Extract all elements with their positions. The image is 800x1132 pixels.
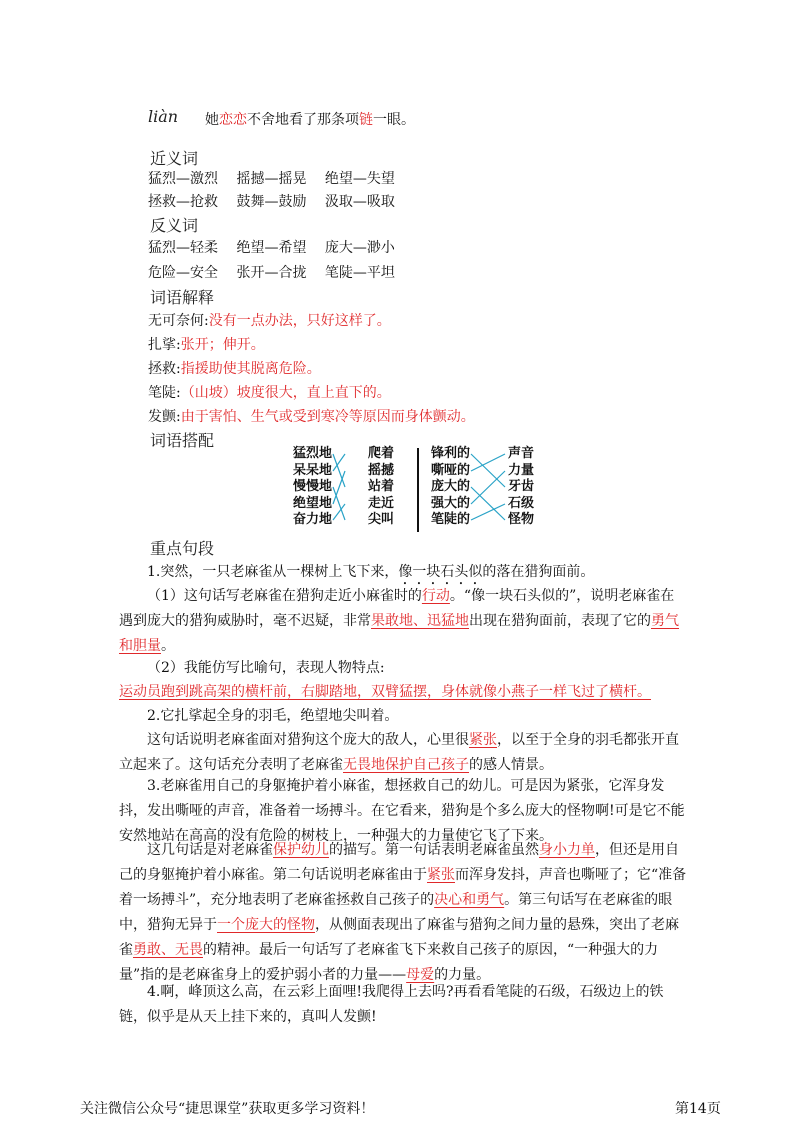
collocation-word: 爬着: [368, 446, 395, 461]
answer-fill: 紧张: [469, 732, 497, 748]
definition-text: 张开；伸开。: [180, 337, 265, 353]
definition-text: 指援助使其脱离危险。: [180, 361, 321, 377]
text-run: 1.突然，一只老麻雀从一棵树上飞下来，: [147, 564, 399, 580]
emphasized-phrase: 像一块石头似: [398, 564, 483, 580]
definition-term: 发颤:: [148, 409, 181, 425]
key-sentences-title: 重点句段: [150, 539, 215, 558]
footer-promo: 关注微信公众号“捷思课堂”获取更多学习资料！: [80, 1101, 375, 1117]
definition-text: 没有一点办法，只好这样了。: [208, 313, 391, 329]
collocation-word: 慢慢地: [293, 479, 333, 494]
collocation-word: 牙齿: [508, 479, 535, 494]
sentence-part: 一眼。: [373, 112, 415, 128]
collocation-word: 奋力地: [293, 512, 333, 527]
definition-item: [148, 406, 475, 426]
synonyms-title: 近义词: [150, 149, 199, 168]
answer-fill: 保护幼儿: [273, 842, 329, 858]
word-pair: 笔陡—平坦: [324, 265, 395, 281]
collocation-column-left-a: [293, 446, 332, 529]
collocation-word: 呆呆地: [293, 462, 333, 478]
synonym-row: [148, 191, 395, 211]
definition-item: [148, 310, 391, 330]
collocation-word: 摇撼: [368, 462, 395, 478]
definition-item: [148, 334, 265, 354]
collocation-divider: [417, 448, 419, 532]
definition-text: （山坡）坡度很大，直上直下的。: [180, 385, 391, 401]
answer-fill: 一个庞大的怪物: [217, 917, 315, 933]
text-run: ，从侧面表现出了麻雀与猎狗之间力量的悬殊，突出了老麻雀: [119, 917, 679, 958]
definition-term: 扎挲:: [148, 337, 181, 353]
answer-fill: 无畏地保护自己孩子: [343, 757, 469, 773]
word-pair: 鼓舞—鼓励: [236, 194, 307, 210]
text-run: 的落在猎狗面前。: [482, 564, 595, 580]
imitation-answer: [119, 680, 687, 705]
word-pair: 绝望—失望: [324, 171, 395, 187]
word-pair: 庞大—渺小: [324, 240, 395, 256]
text-run: 。: [161, 638, 175, 654]
word-pair: 摇撼—摇晃: [236, 171, 307, 187]
example-sentence: [205, 109, 415, 129]
collocation-word: 嘶哑的: [431, 462, 471, 478]
word-pair: 拯救—抢救: [148, 194, 218, 210]
text-run: 。第三句话写在老麻雀的眼中，猎狗无异于: [119, 892, 673, 933]
word-pair: 绝望—希望: [236, 240, 307, 256]
collocation-word: 绝望地: [293, 495, 333, 511]
answer-fill: 紧张: [427, 867, 455, 883]
definition-term: 拯救:: [148, 361, 181, 377]
collocations-title: 词语搭配: [150, 431, 215, 450]
sentence-part: 她: [205, 112, 219, 128]
text-run: 的精神。最后一句话写了老麻雀飞下来救自己孩子的原因，“一种强大的力量”指的是老麻雀身上的爱护弱小者的力量——: [119, 942, 659, 983]
word-pair: 张开—合拢: [236, 265, 307, 281]
collocation-column-right-a: [431, 446, 470, 529]
collocation-word: 力量: [508, 462, 535, 478]
page-number: 第14页: [675, 1101, 721, 1117]
imitation-prompt: （2）我能仿写比喻句，表现人物特点:: [147, 660, 385, 676]
text-run: 的感人情景。: [469, 757, 553, 773]
collocation-word: 怪物: [508, 512, 535, 527]
collocation-word: 猛烈地: [293, 446, 333, 461]
definition-item: [148, 358, 321, 378]
collocation-column-right-b: [508, 446, 534, 529]
definition-text: 由于害怕、生气或受到寒冷等原因而身体颤动。: [180, 409, 475, 425]
text-run: 这几句话是对老麻雀: [147, 842, 273, 858]
answer-fill: 运动员跑到跳高架的横杆前，右脚踏地，双臂猛摆，身体就像小燕子一样飞过了横杆。: [119, 684, 651, 700]
answer-fill: 母爱: [406, 967, 435, 983]
antonyms-title: 反义词: [150, 216, 199, 235]
pinyin: liàn: [148, 107, 179, 126]
word-pair: 汲取—吸取: [324, 194, 395, 210]
answer-fill: 勇气和胆量: [119, 613, 679, 654]
sentence-part: 不舍地看了那条项: [247, 112, 359, 128]
antonym-row: [148, 262, 395, 282]
collocation-diagram: [293, 446, 543, 534]
word-pair: 猛烈—激烈: [148, 171, 218, 187]
word-pair: 猛烈—轻柔: [148, 240, 218, 256]
text-run: 的力量。: [434, 967, 491, 983]
collocation-column-left-b: [368, 446, 394, 529]
text-run: ，以至于全身的羽毛都张开直立起来了。这句话充分表明了老麻雀: [119, 732, 679, 773]
collocation-word: 走近: [368, 495, 395, 511]
text-run: （1）这句话写老麻雀在猎狗走近小麻雀时的: [147, 588, 422, 604]
sentence-1-analysis: [119, 584, 687, 659]
sentence-4: 4.啊，峰顶这么高，在云彩上面哩!我爬得上去吗?再看看笔陡的石级，石级边上的铁链，似乎是从天上挂下来的，真叫人发颤!: [119, 984, 664, 1025]
answer-fill: 行动: [421, 588, 450, 604]
text-run: 这句话说明老麻雀面对猎狗这个庞大的敌人，心里很: [147, 732, 469, 748]
text-run: 。“像一块石头似的”，说明老麻雀在遇到庞大的猎狗威胁时，毫不迟疑，非常: [119, 588, 675, 629]
answer-fill: 果敢地、迅猛地: [371, 613, 469, 629]
text-run: 而浑身发抖，声音也嘶哑了；它“准备着一场搏斗”，充分地表明了老麻雀拯救自己孩子的: [119, 867, 687, 908]
word-pair: 危险—安全: [148, 265, 218, 281]
collocation-word: 笔陡的: [431, 512, 471, 527]
sentence-3-analysis: [119, 838, 687, 988]
sentence-3: 3.老麻雀用自己的身躯掩护着小麻雀，想拯救自己的幼儿。可是因为紧张，它浑身发抖，发出嘶哑的声音，准备着一场搏斗。在它看来，猎狗是个多么庞大的怪物啊!可是它不能安然地站在高高的没有危险的树枝上，一种强大的力量使它飞了下来。: [119, 778, 685, 844]
answer-fill: 身小力单: [539, 842, 595, 858]
collocation-word: 庞大的: [431, 479, 471, 494]
definition-item: [148, 382, 391, 402]
synonym-row: [148, 168, 395, 188]
text-run: 的描写。第一句话表明老麻雀虽然: [329, 842, 539, 858]
definition-term: 笔陡:: [148, 385, 181, 401]
collocation-word: 强大的: [431, 495, 471, 511]
collocation-word: 石级: [508, 495, 535, 511]
definition-term: 无可奈何:: [148, 313, 209, 329]
sentence-highlight: 链: [359, 112, 373, 128]
collocation-word: 尖叫: [368, 512, 395, 527]
collocation-word: 站着: [368, 479, 395, 494]
answer-fill: 勇敢、无畏: [133, 942, 203, 958]
antonym-row: [148, 237, 395, 257]
sentence-highlight: 恋恋: [219, 112, 247, 128]
text-run: ，但还是用自己的身躯掩护着小麻雀。第二句话说明老麻雀由于: [119, 842, 679, 883]
answer-fill: 决心和勇气: [434, 892, 505, 908]
text-run: 出现在猎狗面前，表现了它的: [469, 613, 651, 629]
collocation-word: 声音: [508, 446, 535, 461]
sentence-2: 2.它扎挲起全身的羽毛，绝望地尖叫着。: [147, 708, 399, 724]
collocation-word: 锋利的: [431, 446, 471, 461]
explanations-title: 词语解释: [150, 288, 215, 307]
sentence-2-analysis: [119, 728, 687, 778]
